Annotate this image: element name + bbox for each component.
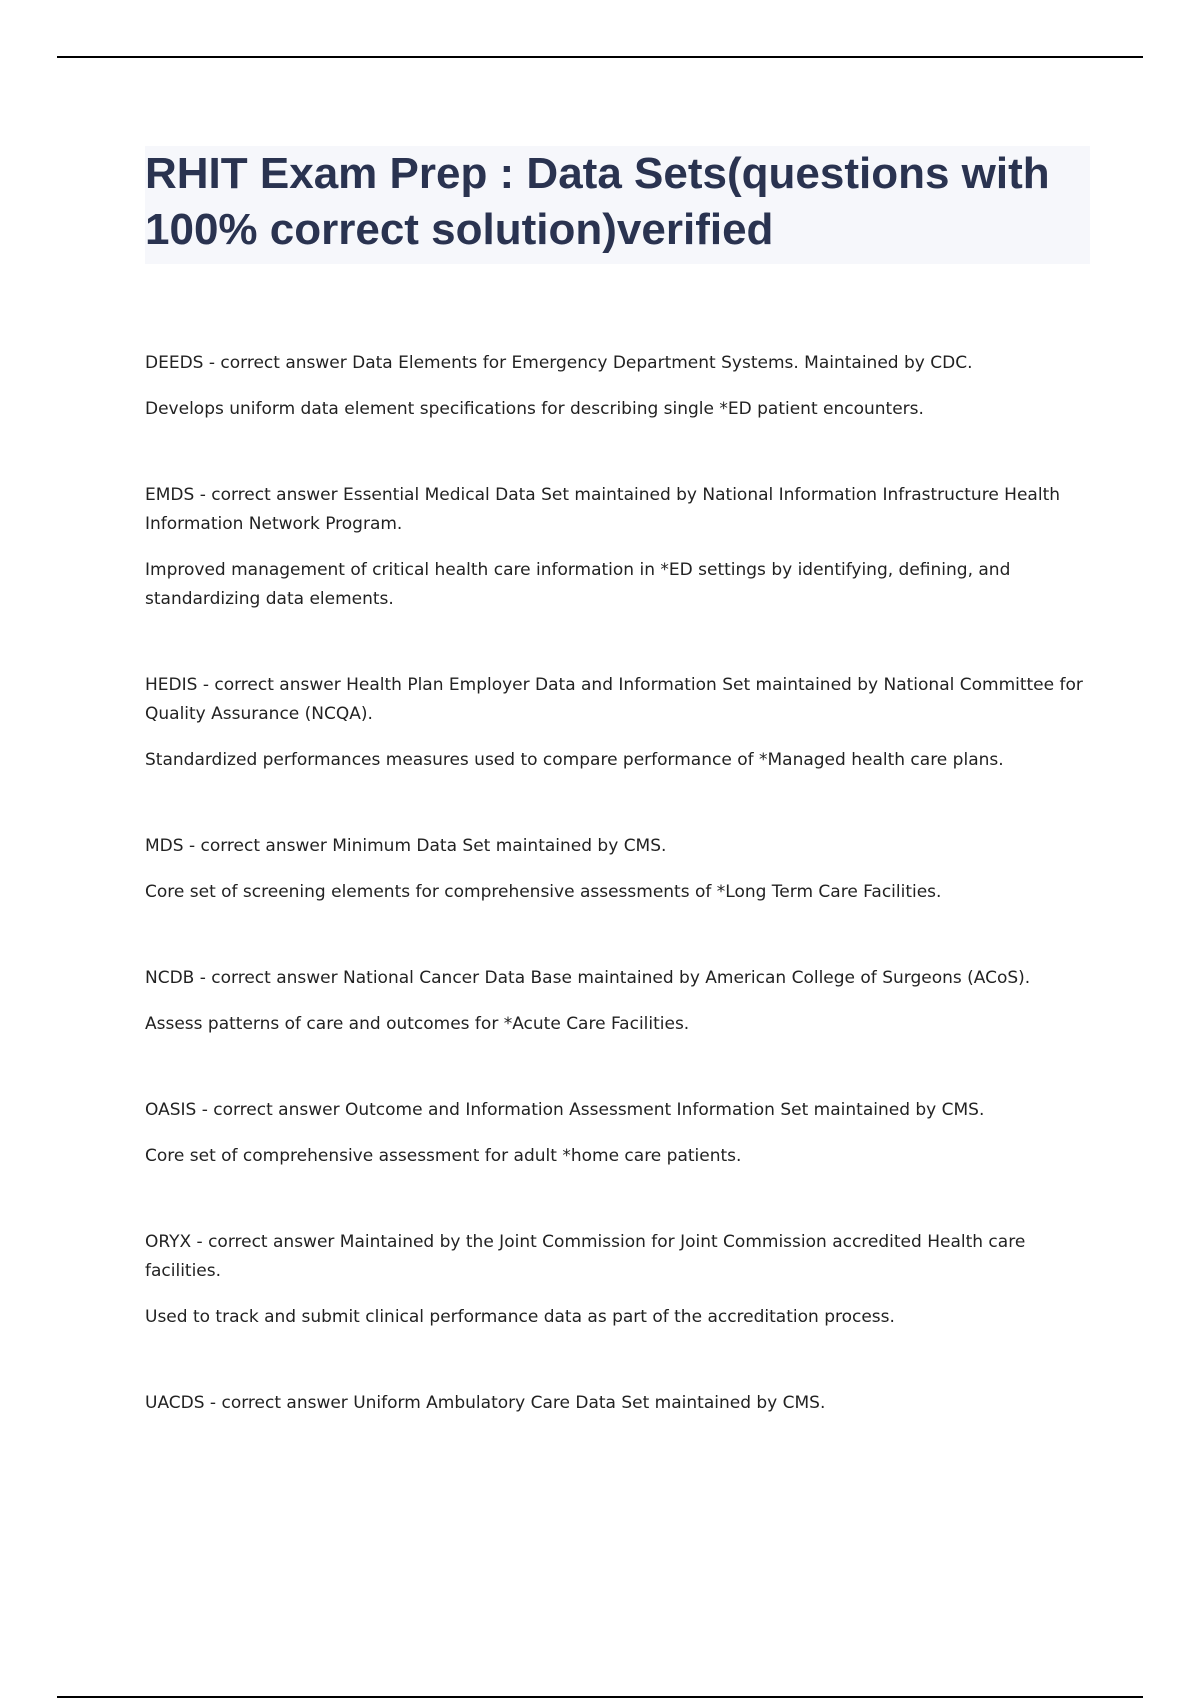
entry-answer: MDS - correct answer Minimum Data Set maintained by CMS.	[145, 836, 667, 856]
entry-ncdb	[145, 964, 1090, 1039]
entry-mds	[145, 832, 1090, 907]
entry-list	[145, 349, 1090, 1418]
entry-hedis	[145, 671, 1090, 775]
entry-answer: EMDS - correct answer Essential Medical Data Set maintained by National Information Infrastructure Health Information Network Program.	[145, 485, 1061, 534]
entry-emds	[145, 481, 1090, 614]
entry-detail: Core set of comprehensive assessment for adult *home care patients.	[145, 1146, 742, 1166]
entry-oasis	[145, 1096, 1090, 1171]
entry-detail: Assess patterns of care and outcomes for *Acute Care Facilities.	[145, 1014, 690, 1034]
entry-detail: Develops uniform data element specifications for describing single *ED patient encounters.	[145, 399, 924, 419]
entry-detail: Core set of screening elements for comprehensive assessments of *Long Term Care Facilities.	[145, 882, 942, 902]
entry-answer: OASIS - correct answer Outcome and Information Assessment Information Set maintained by CMS.	[145, 1100, 985, 1120]
entry-answer: DEEDS - correct answer Data Elements for Emergency Department Systems. Maintained by CDC.	[145, 353, 973, 373]
title-block	[145, 146, 1090, 264]
entry-oryx	[145, 1228, 1090, 1332]
entry-detail: Standardized performances measures used to compare performance of *Managed health care plans.	[145, 750, 1004, 770]
entry-answer: ORYX - correct answer Maintained by the Joint Commission for Joint Commission accredited Health care facilities.	[145, 1232, 1026, 1281]
top-divider	[57, 56, 1143, 58]
entry-answer: UACDS - correct answer Uniform Ambulatory Care Data Set maintained by CMS.	[145, 1393, 826, 1413]
entry-detail: Used to track and submit clinical performance data as part of the accreditation process.	[145, 1307, 895, 1327]
entry-answer: HEDIS - correct answer Health Plan Employer Data and Information Set maintained by National Committee for Quality Assurance (NCQA).	[145, 675, 1083, 724]
document-body	[145, 146, 1090, 1475]
entry-answer: NCDB - correct answer National Cancer Data Base maintained by American College of Surgeons (ACoS).	[145, 968, 1031, 988]
bottom-divider	[57, 1696, 1143, 1698]
entry-detail: Improved management of critical health care information in *ED settings by identifying, defining, and standardizing data elements.	[145, 560, 1011, 609]
entry-uacds	[145, 1389, 1090, 1418]
entry-deeds	[145, 349, 1090, 424]
document-title: RHIT Exam Prep : Data Sets(questions with 100% correct solution)verified	[145, 149, 1050, 254]
